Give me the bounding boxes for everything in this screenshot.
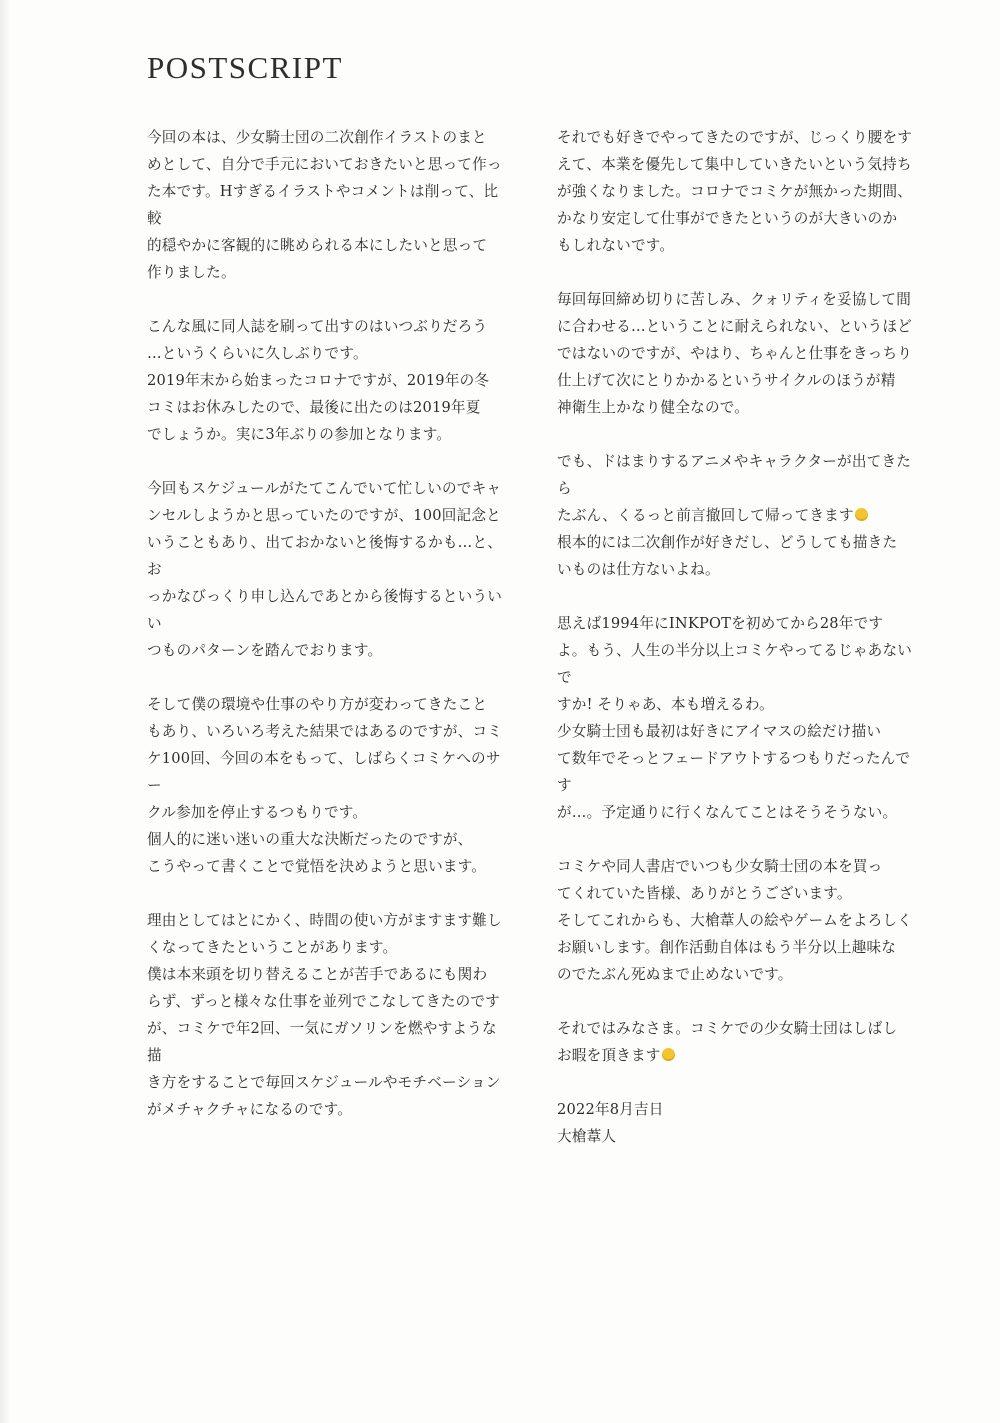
paragraph: 理由としてはとにかく、時間の使い方がますます難し くなってきたということがあります。 僕は本来頭を切り替えることが苦手であるにも関わ らず、ずっと様々な仕事を並列でこなしてきたのです が、コミケで年2回、一気にガソリンを燃やすような描 き方をすることで毎回スケジュールやモチベーション がメチャクチャになるのです。: [147, 912, 502, 1118]
smiling-face-icon: [855, 508, 868, 521]
author-name: 大槍葦人: [557, 1128, 617, 1145]
page-binding-edge: [0, 0, 10, 1423]
smiling-face-with-halo-icon: [662, 1048, 675, 1061]
paragraph: それでも好きでやってきたのですが、じっくり腰をす えて、本業を優先して集中していきたいという気持ち が強くなりました。コロナでコミケが無かった期間、 かなり安定して仕事ができたというのが大きいのか もしれないです。: [557, 129, 913, 254]
paragraph-with-emoji: [557, 1015, 917, 1069]
paragraph: 今回の本は、少女騎士団の二次創作イラストのまと めとして、自分で手元においておきたいと思って作っ た本です。Hすぎるイラストやコメントは削って、比較 的穏やかに客観的に眺められる本にしたいと思って 作りました。: [147, 129, 502, 281]
left-column: [147, 124, 507, 1150]
paragraph: 今回もスケジュールがたてこんでいて忙しいのでキャ ンセルしようかと思っていたのですが、100回記念と いうこともあり、出ておかないと後悔するかも…と、お っかなびっくり申し込んであとから後悔するといういい つものパターンを踏んでおります。: [147, 480, 503, 659]
paragraph: コミケや同人書店でいつも少女騎士団の本を買っ てくれていた皆様、ありがとうございます。 そしてこれからも、大槍葦人の絵やゲームをよろしく お願いします。創作活動自体はもう半分以上趣味な のでたぶん死ぬまで止めないです。: [557, 858, 913, 983]
paragraph: 思えば1994年にINKPOTを初めてから28年です よ。もう、人生の半分以上コミケやってるじゃあないで すか! そりゃあ、本も増えるわ。 少女騎士団も最初は好きにアイマスの絵だけ描い て数年でそっとフェードアウトするつもりだったんです が…。予定通りに行くなんてことはそうそうない。: [557, 615, 913, 821]
signature-block: [557, 1096, 917, 1150]
right-column: [557, 124, 917, 1177]
paragraph: 毎回毎回締め切りに苦しみ、クォリティを妥協して間 に合わせる…ということに耐えられない、というほど ではないのですが、やはり、ちゃんと仕事をきっちり 仕上げて次にとりかかるというサイクルのほうが精 神衛生上かなり健全なので。: [557, 291, 913, 416]
paragraph-with-emoji: [557, 448, 917, 583]
paragraph-text: それではみなさま。コミケでの少女騎士団はしばし お暇を頂きます: [557, 1020, 898, 1064]
paragraph-text: でも、ドはまりするアニメやキャラクターが出てきたら たぶん、くるっと前言撤回して帰ってきます: [557, 453, 912, 524]
date: 2022年8月吉日: [557, 1101, 664, 1118]
paragraph-text: 根本的には二次創作が好きだし、どうしても描きた いものは仕方ないよね。: [557, 534, 898, 578]
page-title: POSTSCRIPT: [147, 50, 343, 85]
paragraph: そして僕の環境や仕事のやり方が変わってきたこと もあり、いろいろ考えた結果ではあるのですが、コミ ケ100回、今回の本をもって、しばらくコミケへのサー クル参加を停止するつもりです。 個人的に迷い迷いの重大な決断だったのですが、 こうやって書くことで覚悟を決めようと思います。: [147, 696, 503, 875]
paragraph: こんな風に同人誌を刷って出すのはいつぶりだろう …というくらいに久しぶりです。 2019年末から始まったコロナですが、2019年の冬 コミはお休みしたので、最後に出たのは2019年夏 でしょうか。実に3年ぶりの参加となります。: [147, 318, 490, 443]
